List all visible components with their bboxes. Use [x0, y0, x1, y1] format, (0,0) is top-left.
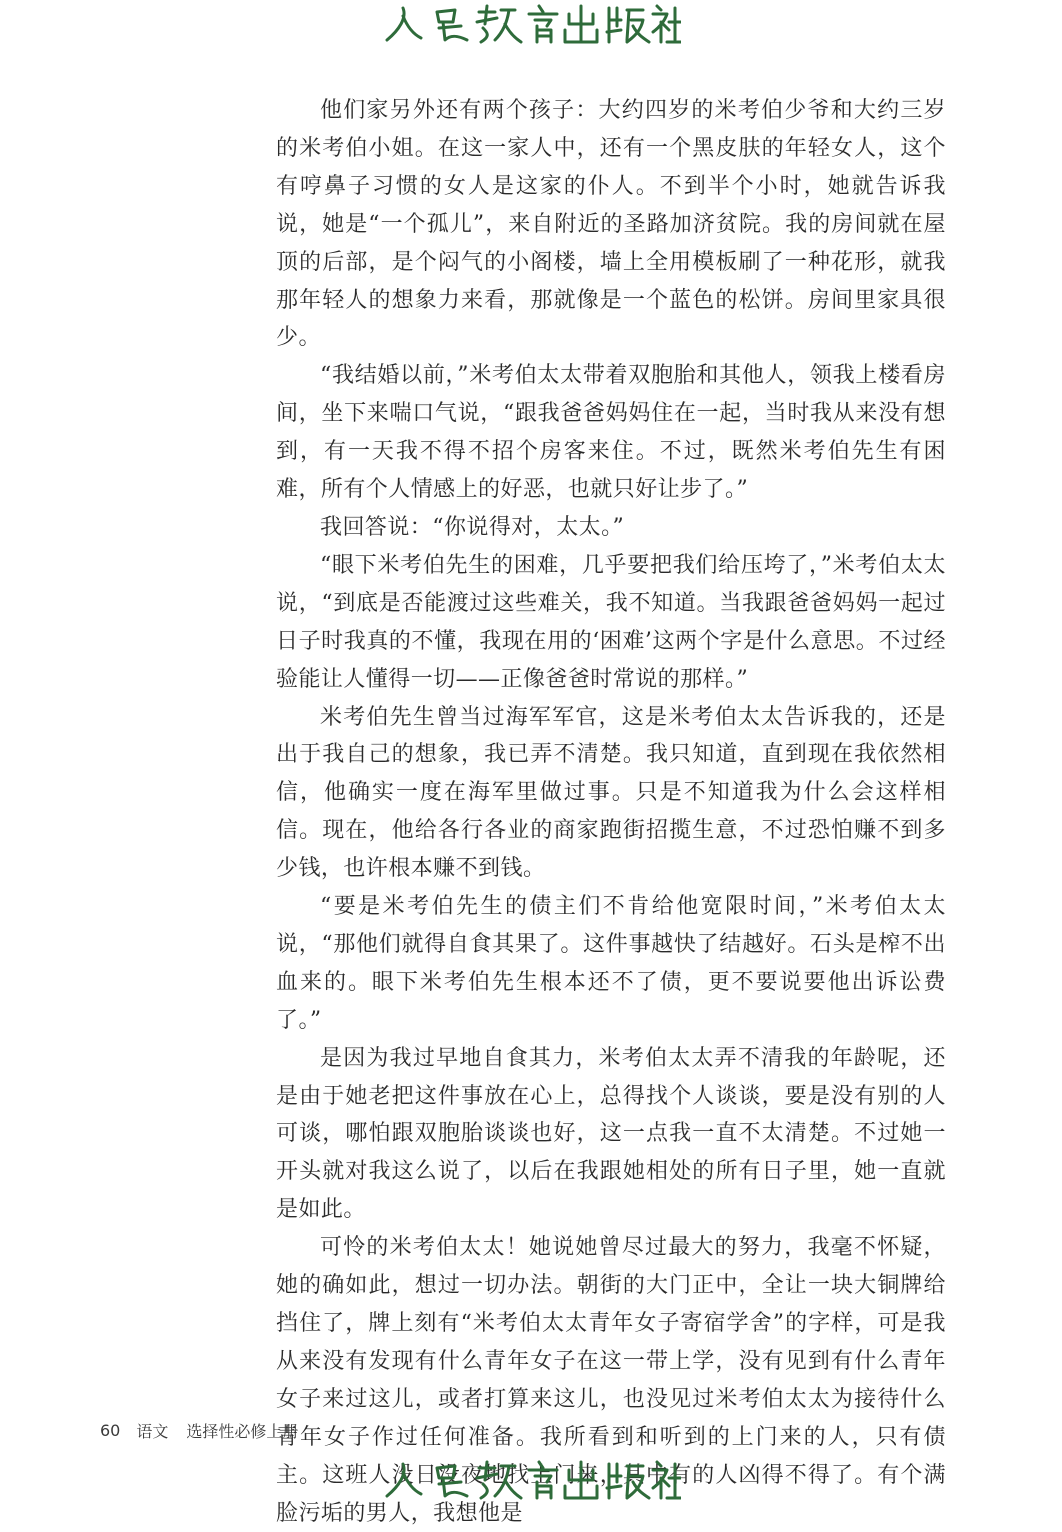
page-footer [100, 1418, 298, 1442]
paragraph: 可怜的米考伯太太！她说她曾尽过最大的努力，我毫不怀疑，她的确如此，想过一切办法。朝街的大门正中，全让一块大铜牌给挡住了，牌上刻有“米考伯太太青年女子寄宿学舍”的字样，可是我从来没有发现有什么青年女子在这一带上学，没有见到有什么青年女子来过这儿，或者打算来这儿，也没见过米考伯太太为接待什么青年女子作过任何准备。我所看到和听到的上门来的人，只有债主。这班人没日没夜地找上门来，其中有的人凶得不得了。有个满脸污垢的男人，我想他是 [276, 1235, 946, 1526]
paragraph: 米考伯先生曾当过海军军官，这是米考伯太太告诉我的，还是出于我自己的想象，我已弄不清楚。我只知道，直到现在我依然相信，他确实一度在海军里做过事。只是不知道我为什么会这样相信。现在，他给各行各业的商家跑街招揽生意，不过恐怕赚不到多少钱，也许根本赚不到钱。 [276, 704, 946, 882]
body-text [276, 92, 946, 1532]
paragraph: “我结婚以前，”米考伯太太带着双胞胎和其他人，领我上楼看房间，坐下来喘口气说，“跟我爸爸妈妈住在一起，当时我从来没有想到，有一天我不得不招个房客来住。不过，既然米考伯先生有困难，所有个人情感上的好恶，也就只好让步了。” [276, 363, 946, 503]
publisher-logo-top [0, 0, 1062, 48]
publisher-logo-bottom [0, 1456, 1062, 1504]
paragraph: 他们家另外还有两个孩子：大约四岁的米考伯少爷和大约三岁的米考伯小姐。在这一家人中，还有一个黑皮肤的年轻女人，这个有哼鼻子习惯的女人是这家的仆人。不到半个小时，她就告诉我说，她是“一个孤儿”，来自附近的圣路加济贫院。我的房间就在屋顶的后部，是个闷气的小阁楼，墙上全用模板刷了一种花形，就我那年轻人的想象力来看，那就像是一个蓝色的松饼。房间里家具很少。 [276, 98, 946, 351]
book-subject: 语文 [136, 1421, 169, 1441]
paragraph: “要是米考伯先生的债主们不肯给他宽限时间，”米考伯太太说，“那他们就得自食其果了。这件事越快了结越好。石头是榨不出血来的。眼下米考伯先生根本还不了债，更不要说要他出诉讼费了。” [276, 894, 946, 1033]
publisher-wordmark-icon [381, 2, 681, 46]
page-number: 60 [100, 1420, 121, 1440]
paragraph: “眼下米考伯先生的困难，几乎要把我们给压垮了，”米考伯太太说，“到底是否能渡过这些难关，我不知道。当我跟爸爸妈妈一起过日子时我真的不懂，我现在用的‘困难’这两个字是什么意思。不过经验能让人懂得一切——正像爸爸时常说的那样。” [276, 552, 946, 692]
paragraph: 我回答说：“你说得对，太太。” [320, 514, 625, 540]
paragraph: 是因为我过早地自食其力，米考伯太太弄不清我的年龄呢，还是由于她老把这件事放在心上，总得找个人谈谈，要是没有别的人可谈，哪怕跟双胞胎谈谈也好，这一点我一直不太清楚。不过她一开头就对我这么说了，以后在我跟她相处的所有日子里，她一直就是如此。 [276, 1045, 946, 1223]
book-volume: 选择性必修上册 [186, 1421, 299, 1441]
publisher-wordmark-icon [381, 1458, 681, 1502]
